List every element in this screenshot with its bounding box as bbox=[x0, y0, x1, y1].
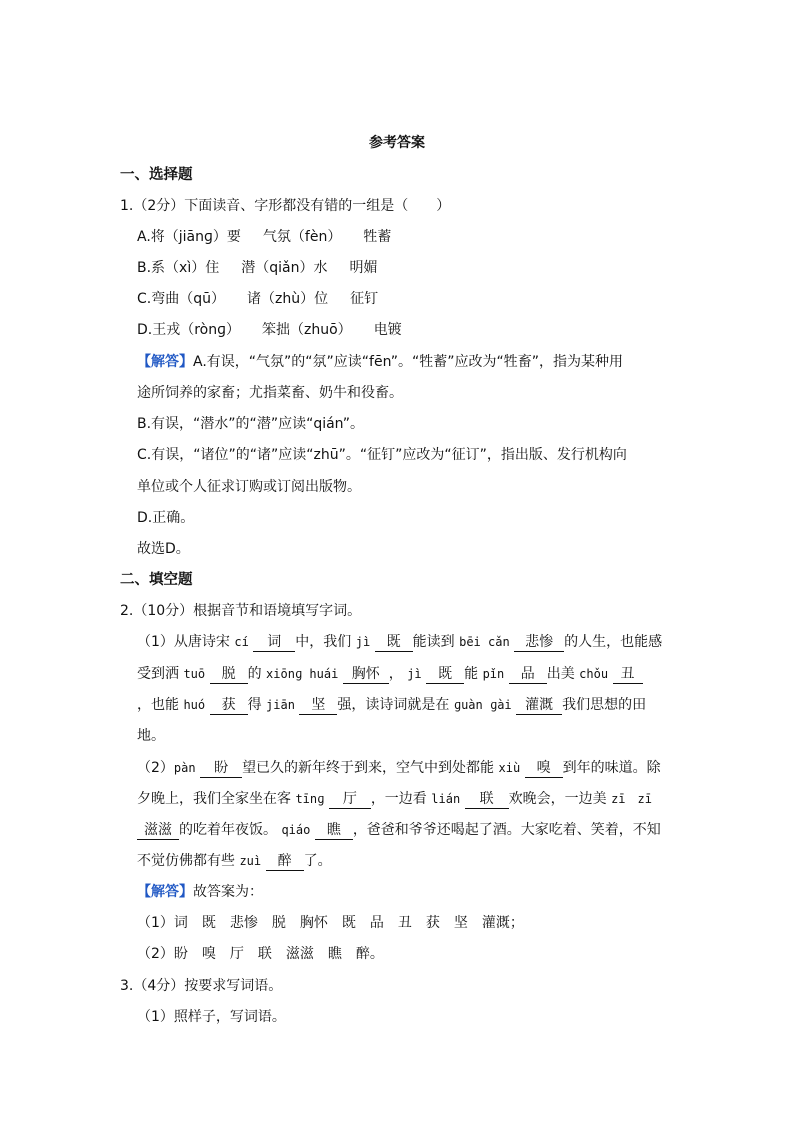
pinyin: zī zī bbox=[611, 792, 652, 806]
fill-answer: 瞧 bbox=[315, 821, 353, 840]
fill-answer: 盼 bbox=[200, 759, 242, 778]
text: 受到洒 bbox=[137, 666, 179, 682]
question-1-stem: 1.（2分）下面读音、字形都没有错的一组是（ ） bbox=[120, 198, 451, 214]
text: 欢晚会，一边美 bbox=[508, 791, 607, 807]
option-b-item-2: 潜（qiǎn）水 bbox=[241, 260, 328, 276]
text: （2） bbox=[137, 760, 174, 776]
text: 得 bbox=[247, 697, 262, 713]
text: 的 bbox=[247, 666, 262, 682]
fill-answer: 滋滋 bbox=[137, 821, 179, 840]
answer-word: 悲惨 bbox=[229, 915, 258, 931]
answer-word: 词 bbox=[173, 915, 188, 931]
pinyin: lián bbox=[431, 792, 461, 806]
fill-answer: 灌溉 bbox=[516, 696, 562, 715]
answer-word: 灌溉； bbox=[481, 915, 524, 931]
answer-prefix: （1） bbox=[137, 915, 174, 931]
option-c-item-1: C.弯曲（qū） bbox=[137, 291, 225, 307]
q2-p2-line-1 bbox=[137, 758, 697, 778]
text: 强，读诗词就是在 bbox=[337, 697, 450, 713]
pinyin: bēi cǎn bbox=[459, 635, 510, 649]
pinyin: qiáo bbox=[281, 823, 311, 837]
answer-word: 既 bbox=[201, 915, 216, 931]
answer-word: 脱 bbox=[271, 915, 286, 931]
q2-p2-line-4 bbox=[137, 851, 697, 871]
pinyin: xiōnɡ huái bbox=[266, 667, 339, 681]
option-b-item-1: B.系（xì）住 bbox=[137, 260, 220, 276]
answer-word: 盼 bbox=[173, 946, 188, 962]
pinyin: jiān bbox=[266, 698, 295, 712]
text: ，爸爸和爷爷还喝起了酒。大家吃着、笑着，不知 bbox=[352, 822, 661, 838]
pinyin: zuì bbox=[239, 854, 262, 868]
q2-p1-line-2 bbox=[137, 664, 697, 684]
text: 中，我们 bbox=[295, 634, 352, 650]
text: （1）从唐诗宋 bbox=[137, 634, 230, 650]
option-d-item-1: D.王戎（rònɡ） bbox=[137, 322, 241, 338]
fill-answer: 丑 bbox=[613, 665, 643, 684]
q2-p1-line-4: 地。 bbox=[137, 728, 165, 744]
text: ，也能 bbox=[137, 697, 179, 713]
option-b-item-3: 明媚 bbox=[349, 260, 378, 276]
fill-answer: 坚 bbox=[299, 696, 337, 715]
fill-answer: 嗅 bbox=[525, 759, 563, 778]
fill-answer: 词 bbox=[253, 633, 295, 652]
text: 的人生，也能感 bbox=[564, 634, 663, 650]
option-c-item-3: 征钉 bbox=[350, 291, 379, 307]
pinyin: pàn bbox=[173, 761, 196, 775]
text: 不觉仿佛都有些 bbox=[137, 853, 235, 869]
fill-answer: 联 bbox=[465, 790, 509, 809]
text: 了。 bbox=[303, 853, 332, 869]
text: 夕晚上，我们全家坐在客 bbox=[137, 791, 291, 807]
option-d-item-3: 电镀 bbox=[373, 322, 402, 338]
pinyin: pǐn bbox=[482, 667, 505, 681]
fill-answer: 脱 bbox=[210, 665, 248, 684]
fill-answer: 既 bbox=[426, 665, 464, 684]
fill-answer: 品 bbox=[509, 665, 547, 684]
answer-word: 品 bbox=[369, 915, 384, 931]
text: 能读到 bbox=[412, 634, 455, 650]
answer-word: 获 bbox=[425, 915, 440, 931]
question-3-sub-1: （1）照样子，写词语。 bbox=[137, 1009, 286, 1025]
q2-answer-2 bbox=[137, 944, 697, 964]
section-heading-choice: 一、选择题 bbox=[120, 167, 193, 183]
answer-word: 既 bbox=[341, 915, 356, 931]
question-3-stem: 3.（4分）按要求写词语。 bbox=[120, 978, 283, 994]
text: ，一边看 bbox=[370, 791, 427, 807]
option-d bbox=[137, 320, 697, 340]
answer-line: 单位或个人征求订购或订阅出版物。 bbox=[137, 479, 361, 495]
fill-answer: 厅 bbox=[329, 790, 371, 809]
option-c bbox=[137, 289, 697, 309]
option-d-item-2: 笨拙（zhuō） bbox=[262, 322, 352, 338]
answer-line: C.有误，“诸位”的“诸”应读“zhū”。“征钉”应改为“征订”，指出版、发行机构向 bbox=[137, 447, 627, 463]
text: ， bbox=[388, 666, 403, 682]
fill-answer: 悲惨 bbox=[514, 633, 564, 652]
fill-answer: 胸怀 bbox=[343, 665, 389, 684]
answer-word: 联 bbox=[257, 946, 272, 962]
text: 望已久的新年终于到来，空气中到处都能 bbox=[242, 760, 495, 776]
text: 出美 bbox=[546, 666, 575, 682]
answer-line: D.正确。 bbox=[137, 510, 195, 526]
pinyin: huó bbox=[183, 698, 206, 712]
answer-word: 胸怀 bbox=[299, 915, 328, 931]
fill-answer: 获 bbox=[210, 696, 248, 715]
option-a-item-3: 牲蓄 bbox=[363, 229, 392, 245]
answer-word: 瞧 bbox=[327, 946, 342, 962]
q2-p2-line-3 bbox=[137, 820, 697, 840]
q2-p1-line-3 bbox=[137, 695, 697, 715]
fill-answer: 醉 bbox=[266, 852, 304, 871]
pinyin: jì bbox=[355, 635, 371, 649]
answer-word: 厅 bbox=[229, 946, 244, 962]
answer-line: 故选D。 bbox=[137, 541, 190, 557]
text: 能 bbox=[464, 666, 479, 682]
answer-line: 途所饲养的家畜；尤指菜畜、奶牛和役畜。 bbox=[137, 385, 403, 401]
pinyin: chǒu bbox=[579, 667, 609, 681]
section-heading-fill: 二、填空题 bbox=[120, 572, 193, 588]
answer-intro: 故答案为： bbox=[193, 884, 263, 900]
option-c-item-2: 诸（zhù）位 bbox=[247, 291, 329, 307]
fill-answer: 既 bbox=[375, 633, 413, 652]
answer-word: 坚 bbox=[453, 915, 468, 931]
option-a-item-2: 气氛（fèn） bbox=[262, 229, 342, 245]
page-title: 参考答案 bbox=[369, 135, 425, 151]
q2-p1-line-1 bbox=[137, 632, 697, 652]
q2-p2-line-2 bbox=[137, 789, 697, 809]
answer-line: B.有误，“潜水”的“潜”应读“qián”。 bbox=[137, 416, 365, 432]
text: 我们思想的田 bbox=[562, 697, 647, 713]
pinyin: ɡuàn ɡài bbox=[453, 698, 512, 712]
jieda-label: 【解答】 bbox=[137, 354, 193, 370]
answer-explanation-1 bbox=[137, 352, 697, 372]
answer-prefix: （2） bbox=[137, 946, 174, 962]
answer-word: 醉。 bbox=[355, 946, 384, 962]
jieda-label: 【解答】 bbox=[137, 884, 193, 900]
answer-word: 滋滋 bbox=[285, 946, 314, 962]
text: 到年的味道。除 bbox=[562, 760, 661, 776]
option-a-item-1: A.将（jiānɡ）要 bbox=[137, 229, 241, 245]
answer-word: 丑 bbox=[397, 915, 412, 931]
pinyin: tīnɡ bbox=[295, 792, 325, 806]
option-a bbox=[137, 227, 697, 247]
text: 的吃着年夜饭。 bbox=[179, 822, 277, 838]
option-b bbox=[137, 258, 697, 278]
pinyin: jì bbox=[407, 667, 422, 681]
pinyin: cí bbox=[234, 635, 249, 649]
pinyin: tuō bbox=[183, 667, 206, 681]
q2-answer-heading bbox=[137, 882, 697, 902]
question-2-stem: 2.（10分）根据音节和语境填写字词。 bbox=[120, 603, 362, 619]
pinyin: xiù bbox=[498, 761, 521, 775]
answer-word: 嗅 bbox=[201, 946, 216, 962]
answer-line: A.有误，“气氛”的“氛”应读“fēn”。“牲蓄”应改为“牲畜”，指为某种用 bbox=[193, 354, 623, 370]
q2-answer-1 bbox=[137, 913, 697, 933]
